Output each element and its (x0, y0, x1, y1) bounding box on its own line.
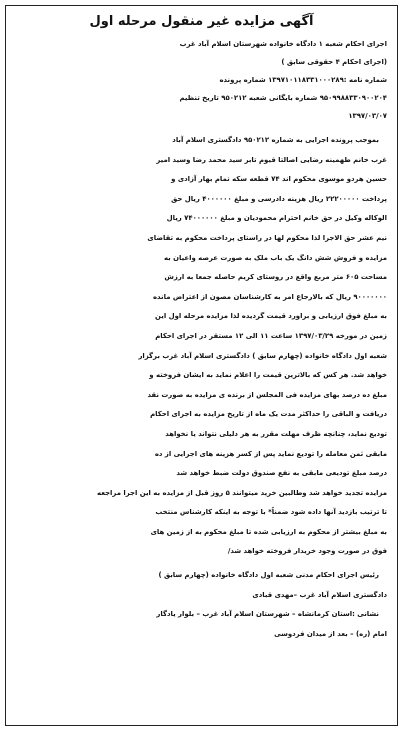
signature-line: دادگستری اسلام آباد غرب –مهدی قبادی (252, 590, 387, 599)
body-line: الوکاله وکیل در حق خانم احترام محمودیان و مبلغ ۷۴۰۰۰۰۰۰ ریال (166, 214, 387, 223)
address-line: امام (ره) – بعد از میدان فردوسی (274, 629, 387, 638)
body-line: زمین در مورخه ۱۳۹۷/۰۳/۲۹ ساعت ۱۱ الی ۱۲ مستقر در اجرای احکام (155, 331, 387, 340)
body-line: مابقی ثمن معامله را تودیع نماید پس از کسر هزینه های اجرایی از ده (154, 449, 387, 458)
body-line: تودیع نماید، چنانچه ظرف مهلت مقرر به هر دلیلی نتواند یا نخواهد (165, 429, 387, 438)
body-line: مزایده و فروش شش دانگ یک باب ملک به صورت عرصه واعیان به (163, 253, 387, 262)
notice-title: آگهی مزایده غیر منقول مرحله اول (89, 14, 314, 29)
body-line: مزایده تجدید خواهد شد وطالبین خرید میتوانند ۵ روز قبل از مزایده به این اجرا مراجعه (97, 488, 387, 497)
body-line: دریافت و الباقی را حداکثر مدت یک ماه از تاریخ مزایده به اجرای احکام (150, 410, 387, 419)
notice-header (16, 35, 387, 125)
body-line: نیم عشر حق الاجرا لذا محکوم لها در راستای پرداخت محکوم به تقاضای (147, 233, 387, 242)
body-line: بموجب پرونده اجرایی به شماره ۹۵۰۲۱۲ دادگستری اسلام آباد (172, 136, 379, 144)
body-line: شعبه اول دادگاه خانواده (چهارم سابق ) دادگستری اسلام آباد غرب برگزار (138, 351, 387, 360)
header-line: ۹۵۰۹۹۸۸۳۳۰۹۰۰۲۰۴ شماره بایگانی شعبه ۹۵۰۲۱۲ تاریخ تنظیم (179, 94, 387, 102)
body-line: خواهد شد. هر کس که بالاترین قیمت را اعلام نماید به ایشان فروخته و (149, 371, 387, 380)
notice-body (16, 131, 387, 562)
body-line: پرداخت ۲۲۲۰۰۰۰۰ ریال هزینه دادرسی و مبلغ ۴۰۰۰۰۰۰ ریال حق (171, 194, 387, 203)
body-line: به مبلغ بیشتر از محکوم به ارزیابی شده تا مبلغ محکوم به از زمین های (150, 527, 387, 536)
body-line: حسین هردو موسوی محکوم اند ۷۴ قطعه سکه تمام بهار آزادی و (171, 175, 387, 184)
address-line: نشانی :استان کرمانشاه – شهرستان اسلام آباد غرب – بلوار یادگار (156, 610, 379, 619)
body-line: تا ترتیب بازدید آنها داده شود ضمناً* با توجه به اینکه کارشناس منتخب (155, 508, 387, 517)
notice-signature (16, 566, 387, 644)
header-line: شماره نامه :۱۳۹۷۱۰۱۱۸۳۳۱۰۰۰۲۸۹ شماره پرونده (219, 76, 387, 84)
body-line: ۹۰۰۰۰۰۰۰ ریال که بالارجاع امر به کارشناسان مصون از اعتراض مانده (152, 292, 387, 301)
signature-line: رئیس اجرای احکام مدنی شعبه اول دادگاه خانواده (چهارم سابق ) (158, 571, 379, 580)
header-line: اجرای احکام شعبه ۱ دادگاه خانواده شهرستان اسلام آباد غرب (179, 40, 387, 48)
body-line: مساحت ۶۰۵ متر مربع واقع در روستای کریم حاصله جمعا به ارزش (164, 273, 387, 282)
header-line: ۱۳۹۷/۰۳/۰۷ (348, 112, 387, 120)
body-line: به مبلغ فوق ارزیابی و براورد قیمت گردیده لذا مزایده مرحله اول این (155, 312, 387, 321)
auction-notice (5, 5, 398, 726)
header-line: (اجرای احکام ۴ حقوقی سابق ) (281, 58, 387, 66)
body-line: مبلغ ده درصد بهای مزایده فی المجلس از برنده ی مزایده به صورت نقد (147, 390, 387, 399)
body-line: درصد مبلغ تودیعی مابقی به نفع صندوق دولت ضبط خواهد شد (176, 469, 387, 478)
body-line: غرب خانم طهمینه رضایی اصالتا قیوم تابر سید محمد رضا وسید امیر (156, 155, 387, 164)
body-line: فوق در صورت وجود خریدار فروخته خواهد شد/ (227, 547, 387, 556)
